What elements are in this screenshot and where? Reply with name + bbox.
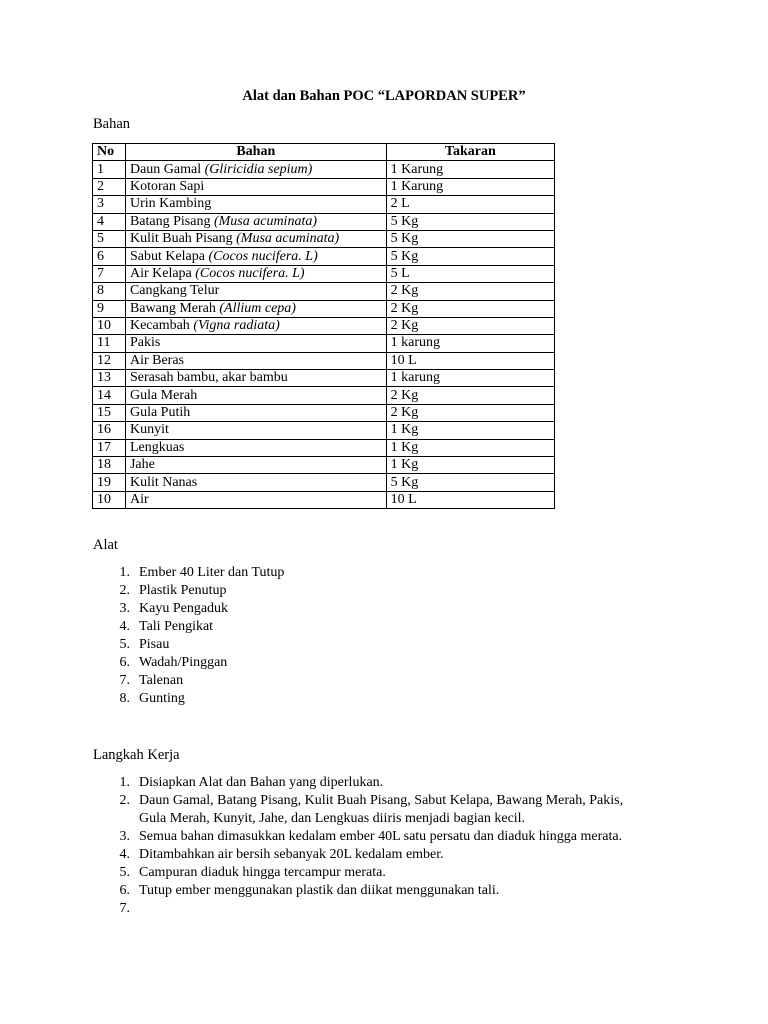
cell-no: 11 (93, 335, 126, 352)
cell-takaran: 10 L (386, 352, 554, 369)
bahan-name: Air Beras (129, 352, 184, 368)
langkah-list (114, 774, 624, 916)
cell-takaran: 1 karung (386, 370, 554, 387)
list-text-line: Semua bahan dimasukkan kedalam ember 40L satu persatu dan diaduk hingga merata. (139, 829, 623, 844)
table-row (93, 248, 555, 265)
list-number: 8. (119, 691, 130, 706)
list-item (114, 654, 284, 672)
list-text-line: Tutup ember menggunakan plastik dan diikat menggunakan tali. (139, 883, 500, 898)
list-text: Talenan (139, 673, 184, 688)
cell-takaran: 5 L (386, 265, 554, 282)
cell-bahan (125, 404, 386, 421)
list-number: 7. (119, 673, 130, 688)
table-row (93, 161, 555, 178)
bahan-name: Batang Pisang (129, 213, 214, 229)
cell-no: 8 (93, 283, 126, 300)
list-text: Gunting (139, 691, 185, 706)
cell-takaran: 1 Kg (386, 439, 554, 456)
header-takaran: Takaran (386, 144, 554, 161)
bahan-name: Urin Kambing (129, 196, 212, 212)
cell-takaran: 1 Karung (386, 178, 554, 195)
list-item (114, 774, 623, 792)
cell-no: 4 (93, 213, 126, 230)
table-row (93, 317, 555, 334)
table-row (93, 265, 555, 282)
bahan-latin-name: (Musa acuminata) (236, 231, 340, 247)
cell-bahan (125, 422, 386, 439)
bahan-table (92, 143, 555, 509)
bahan-name: Bawang Merah (129, 300, 220, 316)
bahan-name: Sabut Kelapa (129, 248, 209, 264)
bahan-name: Pakis (129, 335, 161, 351)
table-row (93, 335, 555, 352)
list-item (114, 864, 623, 882)
list-item (114, 564, 284, 582)
cell-no: 5 (93, 230, 126, 247)
table-row (93, 300, 555, 317)
list-text: Plastik Penutup (139, 583, 227, 598)
table-row (93, 230, 555, 247)
list-number: 2. (119, 793, 130, 808)
list-text: Pisau (139, 637, 170, 652)
table-row (93, 213, 555, 230)
table-row (93, 491, 555, 508)
list-number: 6. (119, 655, 130, 670)
cell-takaran: 5 Kg (386, 474, 554, 491)
table-row (93, 422, 555, 439)
bahan-name: Kotoran Sapi (129, 178, 205, 194)
list-item (114, 690, 284, 708)
list-item (114, 618, 284, 636)
cell-bahan (125, 161, 386, 178)
cell-bahan (125, 230, 386, 247)
bahan-name: Lengkuas (129, 439, 185, 455)
cell-bahan (125, 335, 386, 352)
list-item (114, 828, 623, 846)
bahan-name: Gula Merah (129, 387, 198, 403)
bahan-name: Jahe (129, 457, 155, 473)
cell-takaran: 1 Karung (386, 161, 554, 178)
cell-takaran: 2 Kg (386, 300, 554, 317)
cell-bahan (125, 265, 386, 282)
cell-bahan (125, 474, 386, 491)
bahan-latin-name: (Gliricidia sepium) (204, 161, 313, 177)
list-number: 2. (119, 583, 130, 598)
list-item (114, 846, 623, 864)
cell-bahan (125, 352, 386, 369)
bahan-latin-name: (Vigna radiata) (193, 318, 280, 334)
cell-no: 16 (93, 422, 126, 439)
list-item (114, 582, 284, 600)
list-number: 7. (119, 901, 130, 916)
bahan-name: Cangkang Telur (129, 283, 220, 299)
alat-heading: Alat (93, 537, 118, 553)
bahan-table-body (93, 161, 555, 509)
cell-no: 2 (93, 178, 126, 195)
cell-takaran: 1 karung (386, 335, 554, 352)
list-text: Kayu Pengaduk (139, 601, 229, 616)
bahan-name: Gula Putih (129, 405, 191, 421)
list-number: 5. (119, 637, 130, 652)
list-text: Tali Pengikat (139, 619, 214, 634)
list-number: 3. (119, 829, 130, 844)
list-text-line: Gula Merah, Kunyit, Jahe, dan Lengkuas diiris menjadi bagian kecil. (139, 811, 526, 826)
list-number: 1. (119, 565, 130, 580)
bahan-heading: Bahan (93, 116, 131, 132)
cell-bahan (125, 457, 386, 474)
cell-takaran: 2 Kg (386, 404, 554, 421)
bahan-latin-name: (Cocos nucifera. L) (195, 265, 305, 281)
cell-bahan (125, 196, 386, 213)
cell-bahan (125, 370, 386, 387)
cell-no: 18 (93, 457, 126, 474)
list-item (114, 882, 623, 900)
cell-takaran: 10 L (386, 491, 554, 508)
table-row (93, 370, 555, 387)
cell-bahan (125, 178, 386, 195)
cell-bahan (125, 283, 386, 300)
cell-takaran: 2 Kg (386, 317, 554, 334)
cell-takaran: 1 Kg (386, 457, 554, 474)
cell-takaran: 2 L (386, 196, 554, 213)
cell-no: 14 (93, 387, 126, 404)
cell-takaran: 5 Kg (386, 248, 554, 265)
cell-no: 17 (93, 439, 126, 456)
cell-bahan (125, 491, 386, 508)
cell-no: 1 (93, 161, 126, 178)
list-text: Ember 40 Liter dan Tutup (139, 565, 285, 580)
list-text: Wadah/Pinggan (139, 655, 228, 670)
list-text-line: Disiapkan Alat dan Bahan yang diperlukan. (139, 775, 384, 790)
header-no: No (93, 144, 126, 161)
langkah-heading: Langkah Kerja (93, 747, 180, 763)
cell-takaran: 1 Kg (386, 422, 554, 439)
bahan-name: Kecambah (129, 318, 194, 334)
cell-no: 12 (93, 352, 126, 369)
list-text-line: Daun Gamal, Batang Pisang, Kulit Buah Pisang, Sabut Kelapa, Bawang Merah, Pakis, (139, 793, 624, 808)
table-row (93, 404, 555, 421)
bahan-latin-name: (Musa acuminata) (213, 213, 317, 229)
alat-list (114, 564, 284, 708)
list-text-line: Ditambahkan air bersih sebanyak 20L kedalam ember. (139, 847, 444, 862)
list-number: 4. (119, 619, 130, 634)
document-title: Alat dan Bahan POC “LAPORDAN SUPER” (242, 88, 526, 104)
cell-bahan (125, 213, 386, 230)
table-row (93, 474, 555, 491)
list-item (114, 600, 284, 618)
cell-bahan (125, 387, 386, 404)
cell-takaran: 2 Kg (386, 283, 554, 300)
list-number: 4. (119, 847, 130, 862)
list-number: 1. (119, 775, 130, 790)
table-row (93, 352, 555, 369)
cell-no: 19 (93, 474, 126, 491)
cell-no: 3 (93, 196, 126, 213)
bahan-latin-name: (Cocos nucifera. L) (208, 248, 318, 264)
table-row (93, 196, 555, 213)
table-row (93, 387, 555, 404)
bahan-name: Air Kelapa (129, 265, 196, 281)
list-number: 3. (119, 601, 130, 616)
cell-no: 10 (93, 317, 126, 334)
bahan-name: Serasah bambu, akar bambu (129, 370, 288, 386)
cell-no: 6 (93, 248, 126, 265)
cell-bahan (125, 248, 386, 265)
table-row (93, 283, 555, 300)
table-row (93, 439, 555, 456)
list-item (114, 672, 284, 690)
cell-takaran: 5 Kg (386, 213, 554, 230)
bahan-name: Kunyit (129, 422, 169, 438)
list-item (114, 792, 623, 828)
list-number: 5. (119, 865, 130, 880)
cell-bahan (125, 439, 386, 456)
table-row (93, 178, 555, 195)
cell-takaran: 2 Kg (386, 387, 554, 404)
header-bahan: Bahan (125, 144, 386, 161)
list-number: 6. (119, 883, 130, 898)
cell-no: 9 (93, 300, 126, 317)
bahan-name: Kulit Nanas (129, 474, 198, 490)
list-item (114, 636, 284, 654)
cell-takaran: 5 Kg (386, 230, 554, 247)
cell-bahan (125, 317, 386, 334)
cell-bahan (125, 300, 386, 317)
table-header-row (93, 144, 555, 161)
bahan-name: Air (129, 492, 149, 507)
list-text-line: Campuran diaduk hingga tercampur merata. (139, 865, 386, 880)
cell-no: 10 (93, 491, 126, 508)
bahan-name: Daun Gamal (129, 161, 205, 177)
bahan-latin-name: (Allium cepa) (219, 300, 296, 316)
cell-no: 7 (93, 265, 126, 282)
cell-no: 13 (93, 370, 126, 387)
bahan-name: Kulit Buah Pisang (129, 231, 237, 247)
table-row (93, 457, 555, 474)
cell-no: 15 (93, 404, 126, 421)
